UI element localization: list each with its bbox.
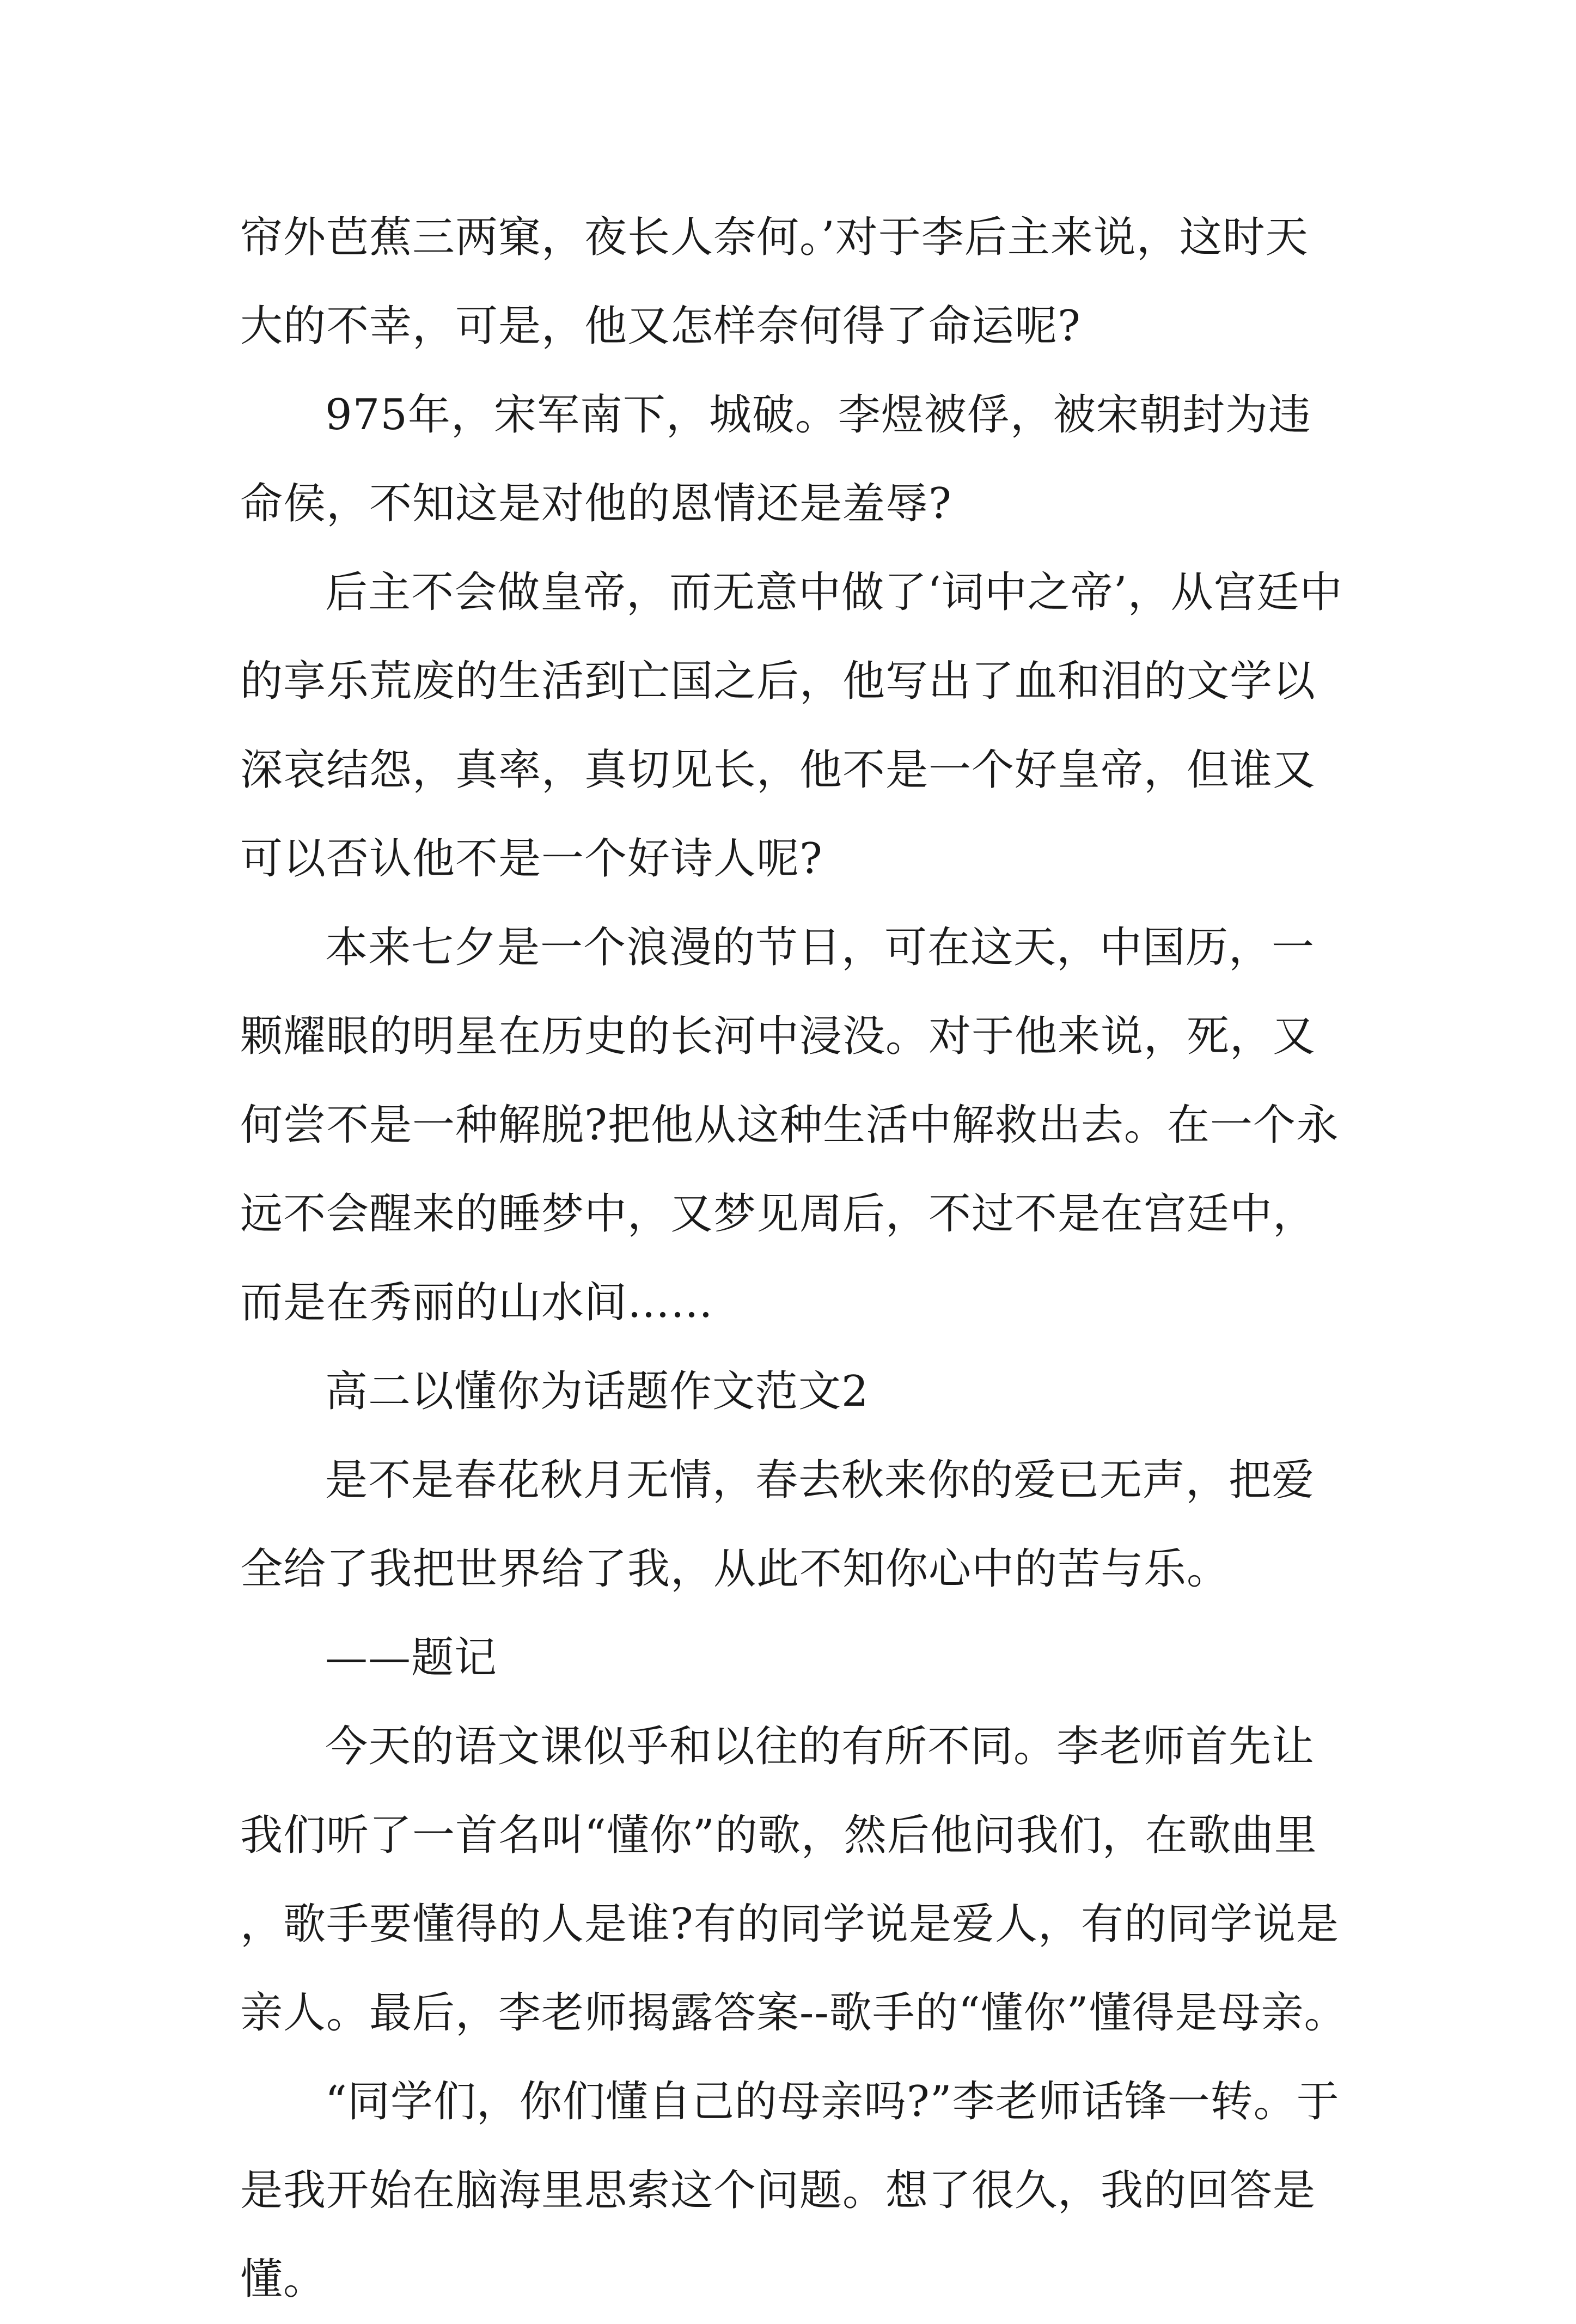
- essay-title: 高二以懂你为话题作文范文2: [325, 1367, 869, 1416]
- paragraph-qixi: 本来七夕是一个浪漫的节日，可在这天，中国历，一颗耀眼的明星在历史的长河中浸没。对于他来说，死，又何尝不是一种解脱?把他从这种生活中解救出去。在一个永远不会醒来的睡梦中，又梦见周后，不过不是在宫廷中，而是在秀丽的山水间……: [240, 923, 1339, 1327]
- paragraph-question: “同学们，你们懂自己的母亲吗?”李老师话锋一转。于是我开始在脑海里思索这个问题。想了很久，我的回答是懂。: [240, 2077, 1340, 2304]
- epigraph-attribution: ——题记: [325, 1633, 498, 1682]
- paragraph-emperor-of-ci: 后主不会做皇帝，而无意中做了‘词中之帝’，从宫廷中的享乐荒废的生活到亡国之后，他写出了血和泪的文学以深哀结怨，真率，真切见长，他不是一个好皇帝，但谁又可以否认他不是一个好诗人呢?: [240, 568, 1343, 883]
- paragraph-chinese-class: 今天的语文课似乎和以往的有所不同。李老师首先让我们听了一首名叫“懂你”的歌，然后他问我们，在歌曲里，歌手要懂得的人是谁?有的同学说是爱人，有的同学说是亲人。最后，李老师揭露答案--歌手的“懂你”懂得是母亲。: [240, 1722, 1347, 2038]
- paragraph-song-army: 975年，宋军南下，城破。李煜被俘，被宋朝封为违命侯，不知这是对他的恩情还是羞辱?: [240, 391, 1311, 528]
- document-body: [240, 193, 1348, 2324]
- paragraph-continuation: 帘外芭蕉三两窠，夜长人奈何。’对于李后主来说，这时天大的不幸，可是，他又怎样奈何得了命运呢?: [240, 213, 1309, 351]
- paragraph-epigraph: 是不是春花秋月无情，春去秋来你的爱已无声，把爱全给了我把世界给了我，从此不知你心中的苦与乐。: [240, 1456, 1315, 1594]
